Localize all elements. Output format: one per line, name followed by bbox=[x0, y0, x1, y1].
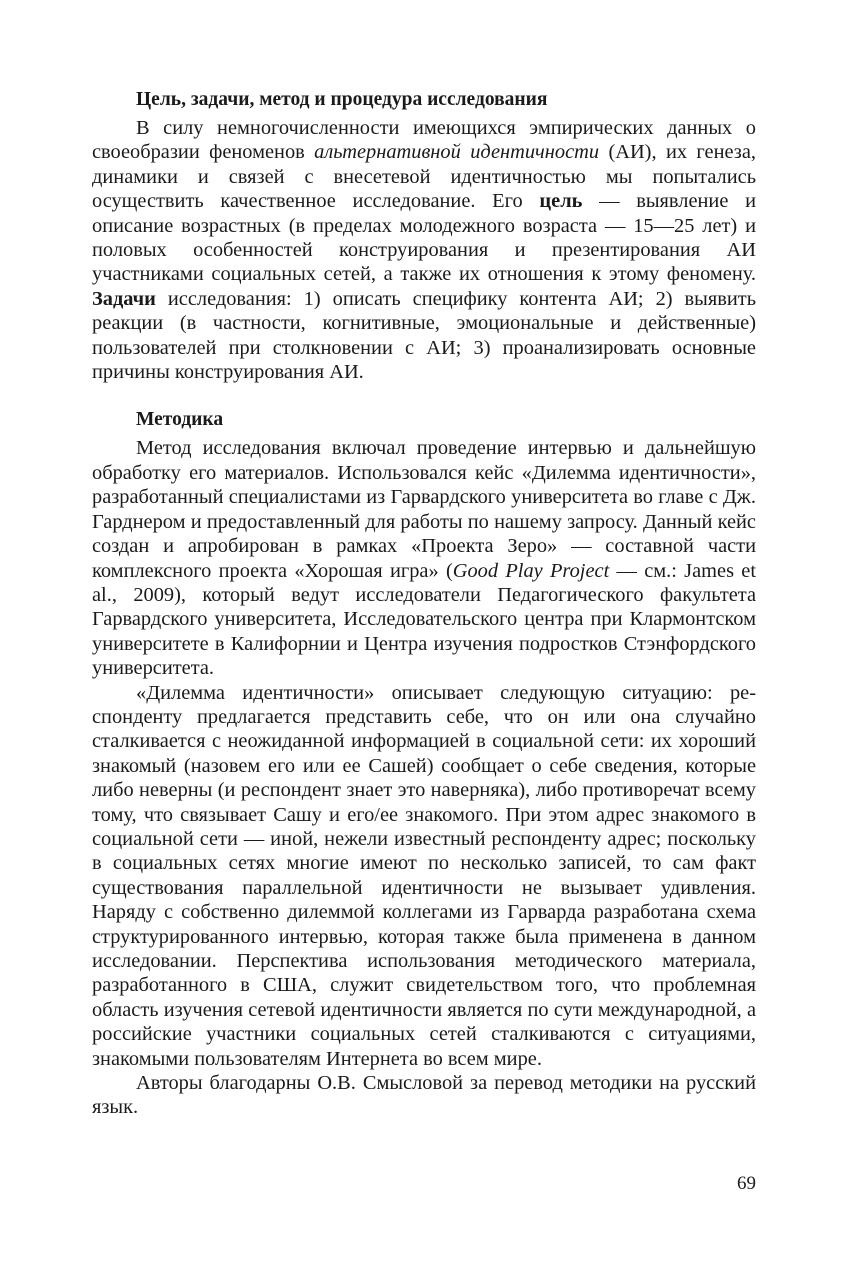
text-run: — см.: James et al., 2009), который ведут исследователи Педагогического факультета Гарвардского университета, Исследовательского центра при Клармонтском университете в Калифорнии и Центра изучения подростков Стэнфордского университета. bbox=[92, 559, 757, 680]
text-run: В силу немногочисленности имеющихся эмпирических данных о своеобразии феноменов bbox=[92, 117, 756, 164]
paragraph-method bbox=[92, 436, 756, 680]
page-number: 69 bbox=[737, 1173, 756, 1194]
italic-project-name: Good Play Project bbox=[452, 559, 610, 582]
section-heading-goals: Цель, задачи, метод и процедура исследования bbox=[136, 89, 548, 110]
text-run: Метод исследования включал проведение интервью и дальнейшую обработку его материалов. Использовался кейс «Дилемма идентичности», разработанный специалистами из Гарвардского университета во главе с Дж. Гарднером и предоставленный для работы по нашему запросу. Данный кейс создан и апробирован в рамках «Проекта Зеро» — составной части комплексного проекта «Хорошая игра» ( bbox=[92, 437, 756, 582]
page-content bbox=[92, 88, 756, 1120]
section-gap bbox=[92, 384, 756, 408]
italic-term: альтернативной идентичности bbox=[314, 141, 600, 164]
paragraph-goals bbox=[92, 116, 756, 384]
text-run: (АИ), их генеза, динамики и связей с внесетевой идентичностью мы попытались осуществить качественное исследование. Его bbox=[92, 141, 756, 213]
bold-term-tasks: Задачи bbox=[92, 287, 156, 310]
text-run: — выявление и описание возрастных (в пределах молодежного возраста — 15—25 лет) и половых особенностей конструирования и презентирования АИ участниками социальных сетей, а также их отношения к этому феномену. bbox=[92, 190, 757, 286]
text-run: исследования: 1) описать специфику контента АИ; 2) выявить реакции (в частности, когнитивные, эмоциональные и действенные) пользователей при столкновении с АИ; 3) проанализировать основные причины конструирования АИ. bbox=[92, 287, 756, 384]
section-heading-method: Методика bbox=[136, 409, 224, 431]
paragraph-acknowledgement: Авторы благодарны О.В. Смысловой за перевод методики на русский язык. bbox=[92, 1072, 756, 1119]
bold-term-goal: цель bbox=[539, 190, 583, 213]
paragraph-dilemma: «Дилемма идентичности» описывает следующую ситуацию: респонденту предлагается представить себе, что он или она случайно сталкивается с неожиданной информацией в социальной сети: их хороший знакомый (назовем его или ее Сашей) сообщает о себе сведения, которые либо неверны (и респондент знает это наверняка), либо противоречат всему тому, что связывает Сашу и его/ее знакомого. При этом адрес знакомого в социальной сети — иной, нежели известный респонденту адрес; поскольку в социальных сетях многие имеют по несколько записей, то сам факт существования параллельной идентичности не вызывает удивления. Наряду с собственно дилеммой коллегами из Гарварда разработана схема структурированного интервью, которая также была применена в данном исследовании. Перспектива использования методического материала, разработанного в США, служит свидетельством того, что проблемная область изучения сетевой идентичности является по сути международной, а российские участники социальных сетей сталкиваются с ситуациями, знакомыми пользователям Интернета во всем мире. bbox=[92, 681, 756, 1070]
